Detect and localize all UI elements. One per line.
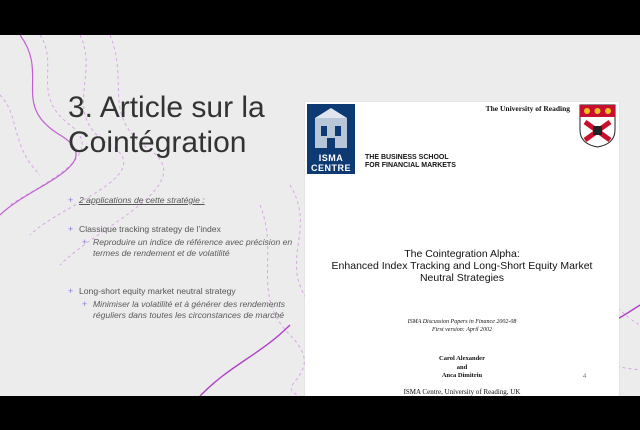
paper-series [315, 319, 609, 334]
paper-title-line2: Enhanced Index Tracking and Long-Short Equity Market [331, 260, 593, 272]
business-school-heading [365, 154, 456, 170]
bullet-item [68, 286, 298, 296]
plus-bullet-icon: + [68, 224, 74, 234]
paper-title-line3: Neutral Strategies [419, 272, 505, 284]
slide-page-number: 4 [583, 374, 587, 380]
university-name: The University of Reading [485, 104, 570, 113]
slide-title-line2: Cointégration [68, 126, 247, 159]
bullet-text: Long-short equity market neutral strategy [79, 286, 236, 296]
slide-title [68, 90, 298, 160]
sub-bullet-item [68, 237, 298, 259]
plus-bullet-icon: + [82, 237, 88, 247]
paper-affiliation: ISMA Centre, University of Reading, UK [403, 388, 521, 396]
bullet-text: Classique tracking strategy de l’index [79, 224, 221, 234]
centre-logo-text: CENTRE [310, 163, 351, 173]
building-icon [307, 104, 355, 152]
letterbox-top [0, 0, 640, 35]
series-line1: ISMA Discussion Papers in Finance 2002-08 [407, 319, 517, 325]
sub-bullet-text: Minimiser la volatilité et à générer des rendements réguliers dans toutes les circonstances de marché [93, 299, 286, 320]
sub-bullet-item [68, 299, 298, 321]
plus-bullet-icon: + [68, 286, 74, 296]
plus-bullet-icon: + [68, 195, 74, 205]
school-line2: FOR FINANCIAL MARKETS [365, 162, 456, 169]
bullet-list [68, 195, 298, 321]
school-line1: THE BUSINESS SCHOOL [365, 154, 449, 161]
bullet-item [68, 224, 298, 234]
isma-logo-text: ISMA [318, 153, 344, 163]
author-name: Anca Dimitriu [441, 372, 483, 379]
isma-logo-label [307, 153, 355, 173]
paper-cover-image [305, 102, 619, 396]
letterbox-bottom [0, 396, 640, 430]
university-crest-icon [579, 104, 616, 148]
author-name: Carol Alexander [439, 355, 485, 362]
paper-title-line1: The Cointegration Alpha: [404, 248, 520, 260]
series-line2: First version: April 2002 [431, 326, 493, 333]
author-conjunction: and [456, 363, 468, 371]
plus-bullet-icon: + [82, 299, 88, 309]
sub-bullet-text: Reproduire un indice de référence avec précision en termes de rendement et de volatilité [93, 237, 293, 258]
slide-title-line1: 3. Article sur la [68, 91, 265, 124]
paper-title [315, 248, 609, 284]
bullet-text: 2 applications de cette stratégie : [79, 195, 205, 205]
paper-authors [315, 355, 609, 381]
isma-centre-logo [307, 104, 355, 174]
bullet-item [68, 195, 298, 205]
presentation-slide [0, 35, 640, 396]
